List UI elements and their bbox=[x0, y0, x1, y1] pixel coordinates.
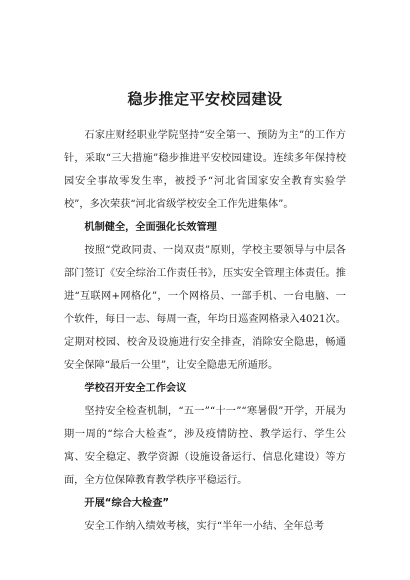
section-paragraph-meeting: 坚持安全检查机制，“五一”“十一”“寒暑假”开学，开展为期一周的“综合大检查”，涉及疫情防控、教学运行、学生公寓、安全稳定、教学资源（设施设备运行、信息化建设）等方面，全方位保障教育教学秩序平稳运行。 bbox=[64, 406, 346, 486]
article-body bbox=[64, 124, 346, 538]
intro-paragraph: 石家庄财经职业学院坚持“安全第一、预防为主”的工作方针，采取“三大措施”稳步推进平安校园建设。连续多年保持校园安全事故零发生率，被授予“河北省国家安全教育实验学校”，多次荣获“河北省级学校安全工作先进集体”。 bbox=[64, 130, 346, 210]
page-title: 稳步推定平安校园建设 bbox=[127, 90, 283, 108]
section-paragraph-mechanism: 按照“党政同责、一岗双责”原则，学校主要领导与中层各部门签订《安全综治工作责任书》，压实安全管理主体责任。推进“互联网+网格化”，一个网格员、一部手机、一台电脑、一个软件，每日一志、每周一查，年均日巡查网格录入4021次。定期对校园、校舍及设施进行安全排查，消除安全隐患，畅通安全保障“最后一公里”，让安全隐患无所遁形。 bbox=[64, 245, 346, 371]
section-heading-inspection: 开展“综合大检查” bbox=[84, 498, 170, 509]
section-heading-mechanism: 机制健全，全面强化长效管理 bbox=[84, 222, 217, 233]
section-paragraph-inspection: 安全工作纳入绩效考核，实行“半年一小结、全年总考 bbox=[84, 521, 324, 532]
section-heading-meeting: 学校召开安全工作会议 bbox=[84, 383, 187, 394]
